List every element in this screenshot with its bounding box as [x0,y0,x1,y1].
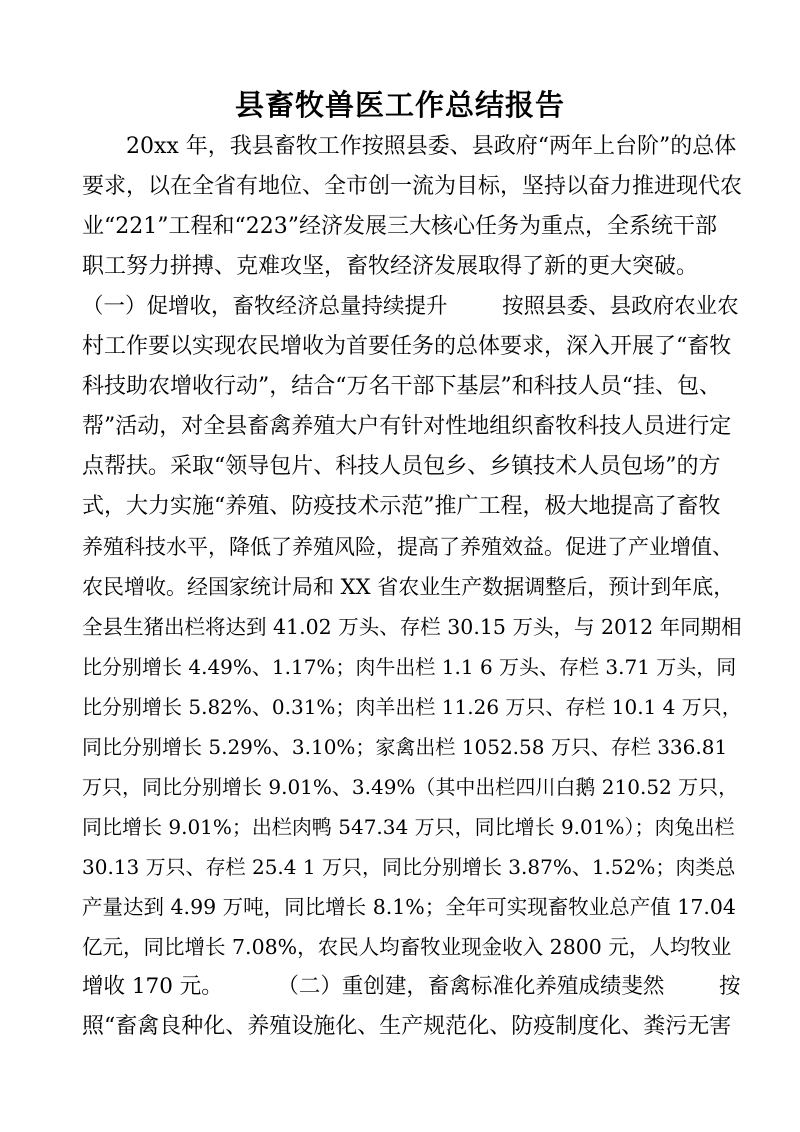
paragraph-line: 帮”活动，对全县畜禽养殖大户有针对性地组织畜牧科技人员进行定 [82,414,732,439]
paragraph-line: 照“畜禽良种化、养殖设施化、生产规范化、防疫制度化、粪污无害 [82,1014,732,1039]
paragraph-line: 万只，同比分别增长 9.01%、3.49%（其中出栏四川白鹅 210.52 万只， [82,775,739,799]
paragraph-line: 全县生猪出栏将达到 41.02 万头、存栏 30.15 万头，与 2012 年同期相 [82,615,742,639]
paragraph-line: 养殖科技水平，降低了养殖风险，提高了养殖效益。促进了产业增值、 [82,535,733,559]
paragraph-line: 业“221”工程和“223”经济发展三大核心任务为重点，全系统干部 [82,214,717,239]
paragraph-line: 职工努力拼搏、克难攻坚，畜牧经济发展取得了新的更大突破。 [82,254,699,279]
paragraph-line: 科技助农增收行动”，结合“万名干部下基层”和科技人员“挂、包、 [82,374,721,399]
paragraph-line: 式，大力实施“养殖、防疫技术示范”推广工程，极大地提高了畜牧 [82,494,721,519]
paragraph-line: 亿元，同比增长 7.08%，农民人均畜牧业现金收入 2800 元，人均牧业 [82,935,732,959]
paragraph-line: 20xx 年，我县畜牧工作按照县委、县政府“两年上台阶”的总体 [126,134,737,159]
paragraph-line: （一）促增收，畜牧经济总量持续提升 按照县委、县政府农业农 [82,294,739,319]
paragraph-line: 点帮扶。采取“领导包片、科技人员包乡、乡镇技术人员包场”的方 [82,454,721,479]
paragraph-line: 产量达到 4.99 万吨，同比增长 8.1%；全年可实现畜牧业总产值 17.04 [82,895,736,919]
paragraph-line: 比分别增长 4.49%、1.17%；肉牛出栏 1.1 6 万头、存栏 3.71 万头，同 [82,655,737,679]
paragraph-line: 比分别增长 5.82%、0.31%；肉羊出栏 11.26 万只、存栏 10.1 4 万只， [82,695,742,719]
paragraph-line: 要求，以在全省有地位、全市创一流为目标，坚持以奋力推进现代农 [82,174,743,199]
paragraph-line: 农民增收。经国家统计局和 XX 省农业生产数据调整后，预计到年底， [82,575,735,599]
paragraph-line: 同比增长 9.01%；出栏肉鸭 547.34 万只，同比增长 9.01%）；肉兔出栏 [82,815,735,839]
paragraph-line: 30.13 万只、存栏 25.4 1 万只，同比分别增长 3.87%、1.52%；肉类总 [82,855,736,879]
document-title: 县畜牧兽医工作总结报告 [234,88,565,122]
paragraph-line: 增收 170 元。 （二）重创建，畜禽标准化养殖成绩斐然 按 [82,974,741,999]
paragraph-line: 同比分别增长 5.29%、3.10%；家禽出栏 1052.58 万只、存栏 336.81 [82,735,728,759]
paragraph-line: 村工作要以实现农民增收为首要任务的总体要求，深入开展了“畜牧 [82,334,732,359]
